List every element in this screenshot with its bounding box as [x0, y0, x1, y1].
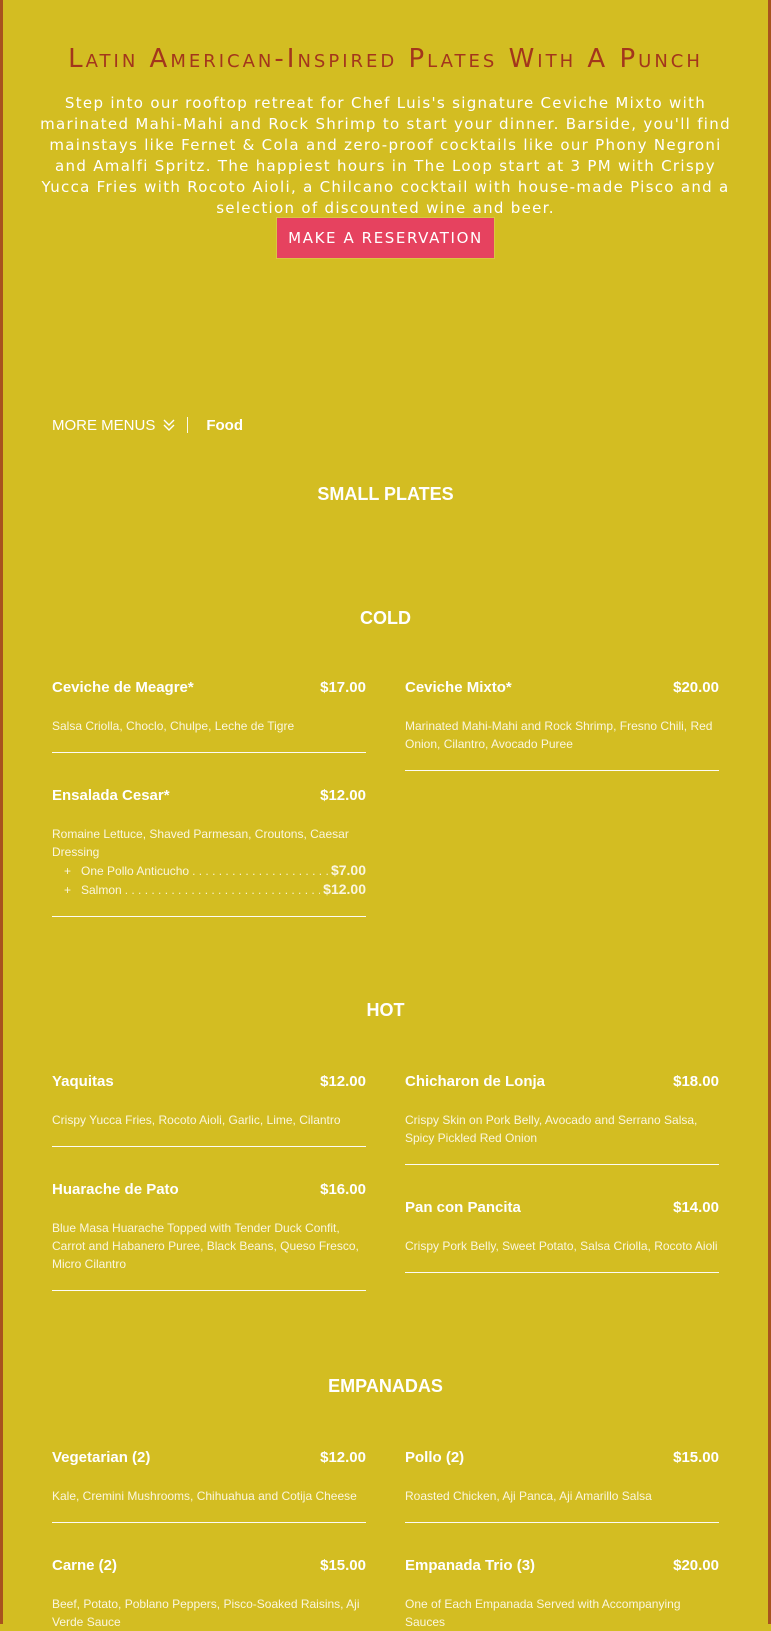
- hero-title: Latin American-Inspired Plates With A Punch: [68, 44, 703, 74]
- item-description: Beef, Potato, Poblano Peppers, Pisco-Soaked Raisins, Aji Verde Sauce: [52, 1597, 360, 1629]
- item-name: Carne (2): [52, 1557, 118, 1574]
- item-name: Empanada Trio (3): [405, 1557, 536, 1574]
- item-price: $12.00: [320, 787, 366, 804]
- item-description: Roasted Chicken, Aji Panca, Aji Amarillo Salsa: [405, 1489, 652, 1503]
- addon-price: $12.00: [323, 881, 366, 897]
- item-description: Romaine Lettuce, Shaved Parmesan, Croutons, Caesar Dressing: [52, 827, 349, 859]
- item-description: One of Each Empanada Served with Accompanying Sauces: [405, 1597, 681, 1629]
- menu-divider: [187, 417, 188, 433]
- item-price: $12.00: [320, 1449, 366, 1466]
- item-name: Pollo (2): [405, 1449, 465, 1466]
- menu-item-ceviche-mixto: [405, 679, 719, 771]
- item-price: $12.00: [320, 1073, 366, 1090]
- section-title-cold: COLD: [360, 608, 411, 628]
- current-menu-food[interactable]: Food: [206, 416, 243, 434]
- addon-price: $7.00: [330, 862, 366, 878]
- menu-item-empanada-vegetarian: [52, 1449, 366, 1523]
- item-price: $15.00: [673, 1449, 719, 1466]
- item-name: Vegetarian (2): [52, 1449, 151, 1466]
- item-description: Blue Masa Huarache Topped with Tender Duck Confit, Carrot and Habanero Puree, Black Beans, Queso Fresco, Micro Cilantro: [52, 1221, 359, 1271]
- menu-item-empanada-pollo: [405, 1449, 719, 1523]
- item-description: Crispy Pork Belly, Sweet Potato, Salsa Criolla, Rocoto Aioli: [405, 1239, 718, 1253]
- item-price: $15.00: [320, 1557, 366, 1574]
- item-price: $16.00: [320, 1181, 366, 1198]
- item-price: $18.00: [673, 1073, 719, 1090]
- item-divider: [52, 1290, 366, 1291]
- addon-name: Salmon: [81, 883, 122, 897]
- section-title-empanadas: EMPANADAS: [328, 1376, 443, 1396]
- more-menus-label: MORE MENUS: [52, 416, 156, 434]
- item-divider: [52, 752, 366, 753]
- addon-leader-dots: [125, 881, 320, 899]
- menu-item-chicharon-de-lonja: [405, 1073, 719, 1165]
- item-price: $17.00: [320, 679, 366, 696]
- menu-item-huarache-de-pato: [52, 1181, 366, 1291]
- double-chevron-down-icon: [163, 419, 175, 431]
- item-divider: [52, 1146, 366, 1147]
- item-name: Pan con Pancita: [405, 1199, 521, 1216]
- item-divider: [405, 1272, 719, 1273]
- item-name: Yaquitas: [52, 1073, 114, 1090]
- menu-item-ensalada-cesar: [52, 787, 366, 917]
- item-divider: [52, 1522, 366, 1523]
- item-name: Chicharon de Lonja: [405, 1073, 546, 1090]
- addon-pollo-anticucho: [52, 861, 366, 880]
- item-description: Crispy Skin on Pork Belly, Avocado and Serrano Salsa, Spicy Pickled Red Onion: [405, 1113, 698, 1145]
- menu-nav: [52, 414, 243, 436]
- hero-intro: Step into our rooftop retreat for Chef Luis's signature Ceviche Mixto with marinated Mahi-Mahi and Rock Shrimp to start your dinner. Barside, you'll find mainstays like Fernet & Cola and zero-proof cocktails like our Phony Negroni and Amalfi Spritz. The happiest hours in The Loop start at 3 PM with Crispy Yucca Fries with Rocoto Aioli, a Chilcano cocktail with house-made Pisco and a selection of discounted wine and beer.: [40, 94, 731, 217]
- more-menus-dropdown[interactable]: [52, 417, 175, 434]
- item-divider: [52, 916, 366, 917]
- item-price: $20.00: [673, 1557, 719, 1574]
- menu-item-ceviche-de-meagre: [52, 679, 366, 753]
- section-title-small-plates: SMALL PLATES: [317, 484, 454, 504]
- item-divider: [405, 1522, 719, 1523]
- item-divider: [405, 1164, 719, 1165]
- section-title-hot: HOT: [366, 1000, 405, 1020]
- menu-item-pan-con-pancita: [405, 1199, 719, 1273]
- item-name: Ceviche Mixto*: [405, 679, 512, 696]
- item-description: Kale, Cremini Mushrooms, Chihuahua and Cotija Cheese: [52, 1489, 357, 1503]
- item-name: Huarache de Pato: [52, 1181, 179, 1198]
- item-name: Ceviche de Meagre*: [52, 679, 194, 696]
- item-price: $14.00: [673, 1199, 719, 1216]
- item-description: Salsa Criolla, Choclo, Chulpe, Leche de Tigre: [52, 719, 295, 733]
- menu-item-yaquitas: [52, 1073, 366, 1147]
- item-divider: [405, 770, 719, 771]
- addon-name: One Pollo Anticucho: [81, 864, 190, 878]
- menu-item-empanada-carne: [52, 1557, 366, 1631]
- menu-item-empanada-trio: [405, 1557, 719, 1631]
- item-description: Crispy Yucca Fries, Rocoto Aioli, Garlic, Lime, Cilantro: [52, 1113, 341, 1127]
- make-reservation-button[interactable]: MAKE A RESERVATION: [277, 218, 494, 258]
- addon-leader-dots: [192, 862, 328, 880]
- item-description: Marinated Mahi-Mahi and Rock Shrimp, Fresno Chili, Red Onion, Cilantro, Avocado Puree: [405, 719, 713, 751]
- addon-plus: +: [64, 864, 72, 878]
- addon-salmon: [52, 880, 366, 899]
- item-name: Ensalada Cesar*: [52, 787, 170, 804]
- item-price: $20.00: [673, 679, 719, 696]
- addon-plus: +: [64, 883, 72, 897]
